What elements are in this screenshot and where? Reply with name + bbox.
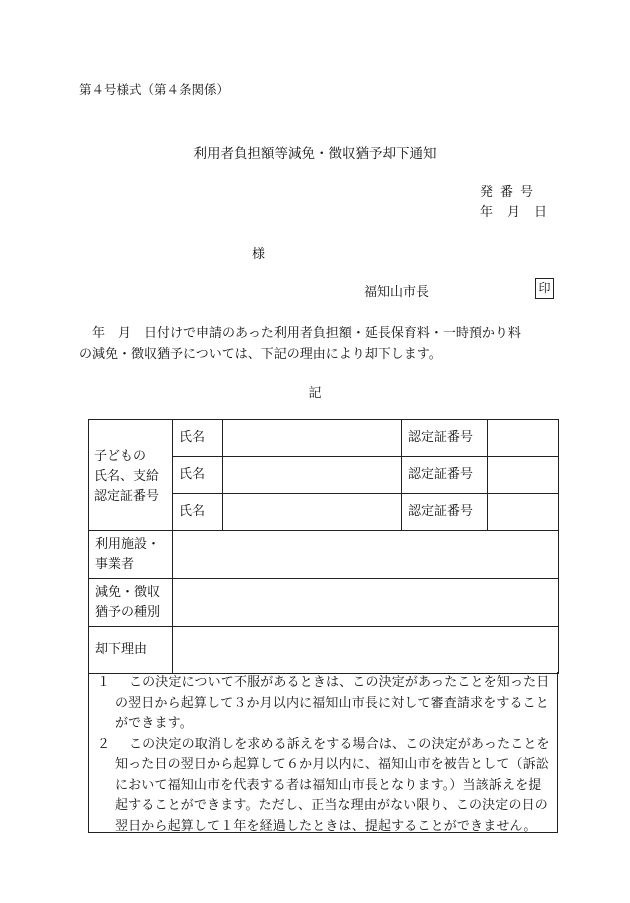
child-name-field[interactable]	[223, 457, 402, 494]
type-label	[89, 579, 173, 627]
reason-field[interactable]	[173, 627, 559, 674]
details-table	[88, 419, 559, 674]
type-field[interactable]	[173, 579, 559, 627]
type-row	[89, 579, 559, 627]
issue-date	[480, 201, 547, 220]
facility-row	[89, 531, 559, 579]
child-row	[89, 420, 559, 457]
document-title: 利用者負担額等減免・徴収猶予却下通知	[193, 146, 437, 162]
child-header-line: 認定証番号	[94, 489, 160, 504]
note-item	[95, 735, 553, 838]
note-item	[95, 673, 553, 735]
recipient-honorific: 様	[252, 247, 266, 262]
form-number: 第４号様式（第４条関係）	[79, 82, 230, 97]
name-label: 氏名	[173, 420, 223, 457]
note-text: この決定の取消しを求める訴えをする場合は、この決定があったことを知った日の翌日から起算して６か月以内に、福知山市を被告として（訴訟において福知山市を代表する者は福知山市長となります。）当該訴えを提起することができます。ただし、正当な理由がない限り、この決定の日の翌日から起算して１年を経過したときは、提起することができません。	[115, 736, 550, 834]
notes-box	[88, 672, 558, 833]
issue-date-year: 年	[480, 205, 494, 220]
facility-label-line: 事業者	[95, 556, 135, 572]
child-cert-field[interactable]	[488, 494, 559, 531]
type-label-line: 猶予の種別	[95, 604, 161, 620]
facility-field[interactable]	[173, 531, 559, 579]
note-number: １	[97, 675, 111, 690]
name-label: 氏名	[173, 494, 223, 531]
note-number: ２	[97, 736, 111, 752]
body-text-line-1: 年 月 日付けで申請のあった利用者負担額・延長保育料・一時預かり料	[92, 326, 521, 341]
child-name-field[interactable]	[223, 494, 402, 531]
child-header-cell	[89, 420, 173, 531]
ki-heading: 記	[308, 386, 322, 401]
child-cert-field[interactable]	[488, 420, 559, 457]
issue-date-month: 月	[507, 205, 521, 220]
issue-date-day: 日	[534, 205, 548, 220]
child-name-field[interactable]	[223, 420, 402, 457]
reason-label: 却下理由	[89, 627, 173, 674]
type-label-line: 減免・徴収	[95, 584, 161, 600]
reason-row	[89, 627, 559, 674]
name-label: 氏名	[173, 457, 223, 494]
note-text: この決定について不服があるときは、この決定があったことを知った日の翌日から起算して３か月以内に福知山市長に対して審査請求をすることができます。	[115, 675, 550, 731]
sender-mayor: 福知山市長	[364, 285, 430, 300]
child-cert-field[interactable]	[488, 457, 559, 494]
cert-label: 認定証番号	[402, 420, 488, 457]
seal-mark: 印	[535, 278, 554, 299]
child-header-line: 氏名、支給	[94, 469, 160, 484]
facility-label	[89, 531, 173, 579]
body-text-line-2: の減免・徴収猶予については、下記の理由により却下します。	[79, 347, 442, 362]
facility-label-line: 利用施設・	[95, 536, 161, 552]
child-header-line: 子どもの	[94, 449, 147, 464]
issue-number-label: 発番号	[480, 185, 541, 200]
cert-label: 認定証番号	[402, 494, 488, 531]
cert-label: 認定証番号	[402, 457, 488, 494]
